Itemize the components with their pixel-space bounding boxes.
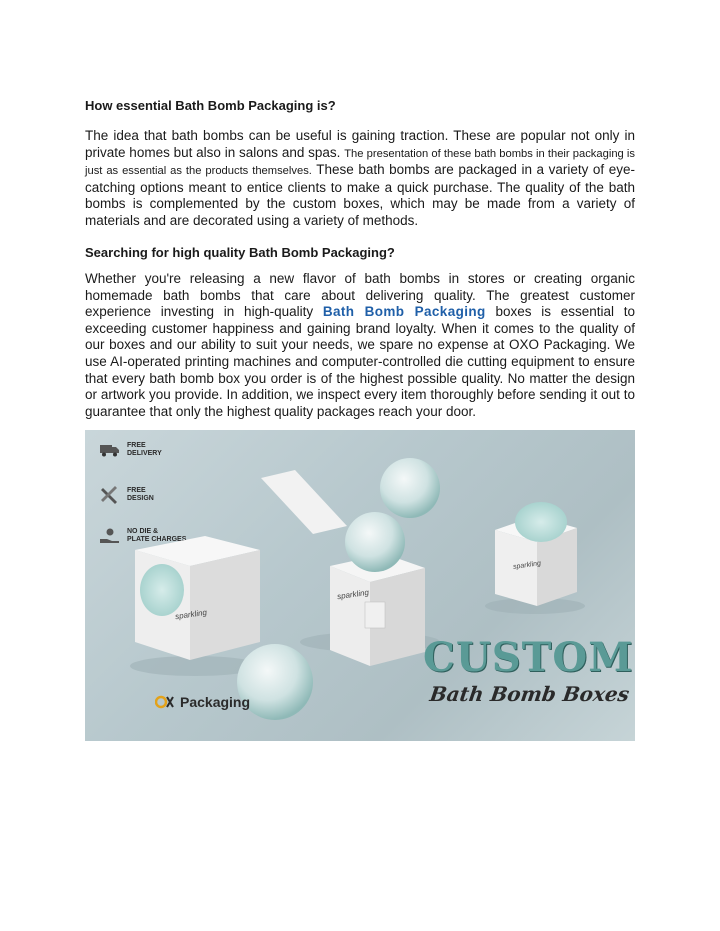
banner-subtitle: Bath Bomb Boxes — [428, 682, 631, 706]
perk-free-delivery: FREE DELIVERY — [99, 442, 162, 458]
brand-logo — [155, 694, 250, 710]
heading-searching: Searching for high quality Bath Bomb Packaging? — [85, 245, 395, 260]
intro-text-2: The presentation of these bath bombs in their packaging is just as essential as the products themselves. — [85, 147, 635, 178]
banner-title: CUSTOM — [423, 634, 634, 681]
intro-text-3: These bath bombs are packaged in a variety of eye-catching options meant to entice clients to make a quick purchase. The quality of the bath bombs is complemented by the custom boxes, which may be made from a variety of materials and are decorated using a variety of methods. — [85, 162, 636, 228]
box-label-left: sparkling — [174, 607, 208, 622]
box-label-middle: sparkling — [336, 587, 370, 602]
bath-bomb-packaging-link[interactable]: Bath Bomb Packaging — [322, 304, 486, 320]
intro-text-1: The idea that bath bombs can be useful is gaining traction. These are popular not only in private homes but also in salons and spas. — [85, 128, 635, 160]
paragraph-intro — [85, 128, 635, 230]
perk-no-die-charges: NO DIE & PLATE CHARGES — [99, 528, 186, 544]
perk-free-design: FREE DESIGN — [99, 486, 154, 504]
box-label-right: sparkling — [512, 560, 542, 571]
heading-essential: How essential Bath Bomb Packaging is? — [85, 98, 336, 113]
paragraph-quality — [85, 271, 635, 420]
brand-name: Packaging — [180, 694, 251, 710]
oxo-logo-icon — [155, 694, 175, 710]
product-banner-image — [85, 430, 635, 741]
quality-text-1: Whether you're releasing a new flavor of bath bombs in stores or creating organic homemade bath bombs that care about delivering quality. The greatest customer experience investing in high-quality — [85, 271, 635, 320]
quality-text-2: boxes is essential to exceeding customer happiness and gaining brand loyalty. When it comes to the quality of our boxes and our ability to suit your needs, we spare no expense at OXO Packaging. We use AI-operated printing machines and computer-controlled die cutting equipment to ensure that every bath bomb box you order is of the highest possible quality. No matter the design or artwork you provide. In addition, we inspect every item thoroughly before sending it out to guarantee that only the highest quality packages reach your door. — [85, 304, 635, 419]
